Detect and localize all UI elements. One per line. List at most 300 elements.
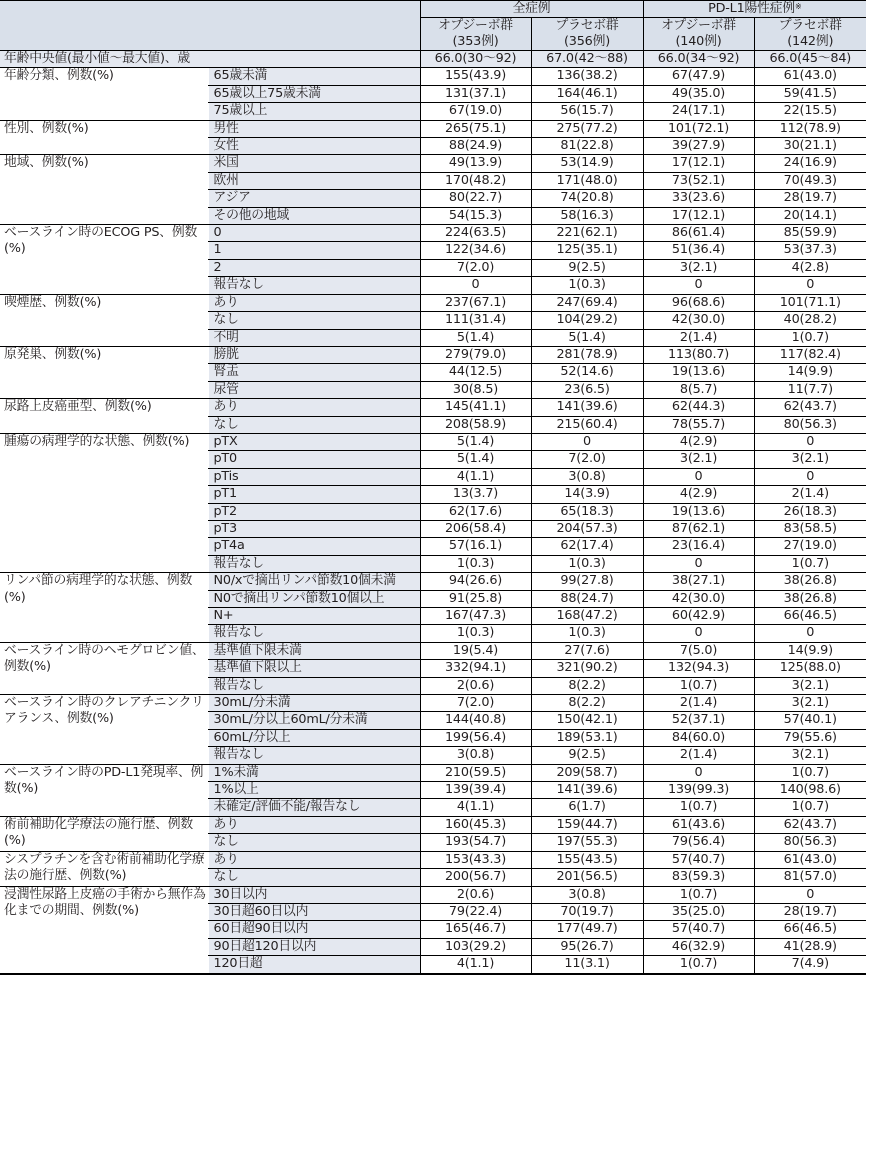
value-cell: 57(40.1) [754,712,866,729]
value-cell: 39(27.9) [643,138,754,155]
value-cell: 332(94.1) [420,660,531,677]
value-cell: 70(19.7) [531,903,643,920]
table-row [0,886,866,903]
value-cell: 171(48.0) [531,172,643,189]
value-cell: 0 [754,468,866,485]
value-cell: 35(25.0) [643,903,754,920]
table-row [0,68,866,85]
value-cell: 159(44.7) [531,816,643,833]
value-cell: 0 [531,433,643,450]
value-cell: 0 [754,625,866,642]
value-cell: 59(41.5) [754,85,866,102]
value-cell: 170(48.2) [420,172,531,189]
value-cell: 88(24.9) [420,138,531,155]
value-cell: 28(19.7) [754,190,866,207]
subcategory-label: 女性 [208,138,420,155]
value-cell: 113(80.7) [643,346,754,363]
value-cell: 7(5.0) [643,642,754,659]
value-cell: 0 [643,764,754,781]
value-cell: 101(72.1) [643,120,754,137]
value-cell: 104(29.2) [531,312,643,329]
value-cell: 88(24.7) [531,590,643,607]
table-row [0,695,866,712]
section-label: ベースライン時のPD-L1発現率、例数(%) [0,764,208,816]
value-cell: 81(22.8) [531,138,643,155]
value-cell: 103(29.2) [420,938,531,955]
section-label: ベースライン時のクレアチニンクリアランス、例数(%) [0,695,208,765]
value-cell: 0 [754,433,866,450]
table-row [0,225,866,242]
table-row [0,816,866,833]
subcategory-label: 60日超90日以内 [208,921,420,938]
value-cell: 2(1.4) [643,747,754,764]
value-cell: 122(34.6) [420,242,531,259]
value-cell: 49(35.0) [643,85,754,102]
value-cell: 153(43.3) [420,851,531,868]
value-cell: 3(2.1) [754,451,866,468]
subcategory-label: なし [208,834,420,851]
value-cell: 140(98.6) [754,782,866,799]
value-cell: 132(94.3) [643,660,754,677]
value-cell: 51(36.4) [643,242,754,259]
footnote-mark: ※ [794,2,802,11]
value-cell: 65(18.3) [531,503,643,520]
value-cell: 2(0.6) [420,886,531,903]
subcategory-label: N0/xで摘出リンパ節数10個未満 [208,573,420,590]
value-cell: 0 [754,886,866,903]
value-cell: 4(2.9) [643,486,754,503]
value-cell: 7(2.0) [531,451,643,468]
subcategory-label: 2 [208,259,420,276]
value-cell: 28(19.7) [754,903,866,920]
subcategory-label: その他の地域 [208,207,420,224]
subcategory-label: 65歳未満 [208,68,420,85]
value-cell: 30(21.1) [754,138,866,155]
value-cell: 3(2.1) [754,695,866,712]
value-cell: 7(4.9) [754,956,866,974]
value-cell: 62(43.7) [754,816,866,833]
value-cell: 49(13.9) [420,155,531,172]
value-cell: 61(43.6) [643,816,754,833]
subcategory-label: 未確定/評価不能/報告なし [208,799,420,816]
value-cell: 85(59.9) [754,225,866,242]
section-label: 術前補助化学療法の施行歴、例数(%) [0,816,208,851]
value-cell: 44(12.5) [420,364,531,381]
value-cell: 62(17.6) [420,503,531,520]
group-header-pdl1-label: PD-L1陽性症例 [708,1,795,16]
subcategory-label: 30mL/分以上60mL/分未満 [208,712,420,729]
subcategory-label: アジア [208,190,420,207]
value-cell: 131(37.1) [420,85,531,102]
value-cell: 53(14.9) [531,155,643,172]
subcategory-label: 75歳以上 [208,103,420,120]
subcategory-label: 0 [208,225,420,242]
table-header [0,1,866,51]
section-label: シスプラチンを含む術前補助化学療法の施行歴、例数(%) [0,851,208,886]
subcategory-label: 90日超120日以内 [208,938,420,955]
value-cell: 1(0.7) [643,799,754,816]
subcategory-label: 尿管 [208,381,420,398]
subcategory-label: pT1 [208,486,420,503]
section-label: リンパ節の病理学的な状態、例数(%) [0,573,208,643]
value-cell: 66(46.5) [754,608,866,625]
subcategory-label: あり [208,816,420,833]
value-cell: 5(1.4) [420,451,531,468]
value-cell: 52(37.1) [643,712,754,729]
value-cell: 87(62.1) [643,520,754,537]
value-cell: 111(31.4) [420,312,531,329]
subcategory-label: 報告なし [208,625,420,642]
value-cell: 27(19.0) [754,538,866,555]
value-cell: 38(26.8) [754,573,866,590]
group-header-pdl1 [643,1,866,18]
section-label: 尿路上皮癌亜型、例数(%) [0,399,208,434]
value-cell: 237(67.1) [420,294,531,311]
table-row [0,346,866,363]
subcategory-label: 膀胱 [208,346,420,363]
value-cell: 20(14.1) [754,207,866,224]
value-cell: 141(39.6) [531,782,643,799]
table-row [0,851,866,868]
value-cell: 79(56.4) [643,834,754,851]
value-cell: 6(1.7) [531,799,643,816]
arm-header [754,18,866,51]
value-cell: 42(30.0) [643,312,754,329]
arm-n: (353例) [452,34,499,49]
arm-header [531,18,643,51]
subcategory-label: なし [208,312,420,329]
value-cell: 215(60.4) [531,416,643,433]
value-cell: 58(16.3) [531,207,643,224]
value-cell: 9(2.5) [531,259,643,276]
value-cell: 62(43.7) [754,399,866,416]
value-cell: 0 [643,555,754,572]
value-cell: 11(3.1) [531,956,643,974]
value-cell: 38(26.8) [754,590,866,607]
value-cell: 2(1.4) [643,695,754,712]
arm-name: プラセボ群 [555,18,619,33]
section-label: 性別、例数(%) [0,120,208,155]
value-cell: 3(0.8) [531,886,643,903]
value-cell: 4(2.8) [754,259,866,276]
value-cell: 1(0.7) [754,799,866,816]
section-label: ベースライン時のヘモグロビン値、例数(%) [0,642,208,694]
subcategory-label: pTX [208,433,420,450]
value-cell: 177(49.7) [531,921,643,938]
arm-name: オプジーボ群 [438,18,513,33]
value-cell: 13(3.7) [420,486,531,503]
section-label: 年齢分類、例数(%) [0,68,208,120]
value-cell: 26(18.3) [754,503,866,520]
value-cell: 0 [643,468,754,485]
arm-header [643,18,754,51]
value-cell: 62(17.4) [531,538,643,555]
value-cell: 206(58.4) [420,520,531,537]
value-cell: 91(25.8) [420,590,531,607]
value-cell: 95(26.7) [531,938,643,955]
value-cell: 14(9.9) [754,642,866,659]
value-cell: 281(78.9) [531,346,643,363]
value-cell: 24(16.9) [754,155,866,172]
value-cell: 79(22.4) [420,903,531,920]
value-cell: 117(82.4) [754,346,866,363]
header-blank-cell [0,1,420,51]
value-cell: 1(0.7) [754,329,866,346]
value-cell: 1(0.3) [531,555,643,572]
value-cell: 52(14.6) [531,364,643,381]
value-cell: 79(55.6) [754,729,866,746]
section-label: 地域、例数(%) [0,155,208,225]
value-cell: 1(0.3) [420,555,531,572]
value-cell: 94(26.6) [420,573,531,590]
value-cell: 62(44.3) [643,399,754,416]
value-cell: 80(56.3) [754,834,866,851]
subcategory-label: 60mL/分以上 [208,729,420,746]
value-cell: 197(55.3) [531,834,643,851]
table-body [0,51,866,974]
value-cell: 201(56.5) [531,869,643,886]
value-cell: 24(17.1) [643,103,754,120]
value-cell: 150(42.1) [531,712,643,729]
subcategory-label: 腎盂 [208,364,420,381]
subcategory-label: 30日超60日以内 [208,903,420,920]
value-cell: 40(28.2) [754,312,866,329]
value-cell: 67(19.0) [420,103,531,120]
value-cell: 2(1.4) [754,486,866,503]
value-cell: 0 [754,277,866,294]
value-cell: 99(27.8) [531,573,643,590]
value-cell: 83(59.3) [643,869,754,886]
subcategory-label: pT0 [208,451,420,468]
value-cell: 3(2.1) [643,451,754,468]
value-cell: 46(32.9) [643,938,754,955]
subcategory-label: なし [208,416,420,433]
value-cell: 224(63.5) [420,225,531,242]
table-row [0,155,866,172]
value-cell: 80(56.3) [754,416,866,433]
subcategory-label: 報告なし [208,277,420,294]
value-cell: 38(27.1) [643,573,754,590]
value-cell: 60(42.9) [643,608,754,625]
value-cell: 23(6.5) [531,381,643,398]
value-cell: 8(2.2) [531,677,643,694]
subcategory-label: なし [208,869,420,886]
value-cell: 1(0.7) [754,764,866,781]
value-cell: 125(35.1) [531,242,643,259]
section-label: 浸潤性尿路上皮癌の手術から無作為化までの期間、例数(%) [0,886,208,974]
value-cell: 61(43.0) [754,851,866,868]
value-cell: 53(37.3) [754,242,866,259]
value-cell: 33(23.6) [643,190,754,207]
value-cell: 0 [420,277,531,294]
value-cell: 247(69.4) [531,294,643,311]
subcategory-label: 報告なし [208,677,420,694]
value-cell: 27(7.6) [531,642,643,659]
value-cell: 66.0(34～92) [643,51,754,68]
value-cell: 112(78.9) [754,120,866,137]
value-cell: 41(28.9) [754,938,866,955]
value-cell: 17(12.1) [643,207,754,224]
value-cell: 56(15.7) [531,103,643,120]
subcategory-label: pT2 [208,503,420,520]
value-cell: 0 [643,625,754,642]
subcategory-label: あり [208,294,420,311]
arm-name: プラセボ群 [778,18,842,33]
subcategory-label: あり [208,399,420,416]
value-cell: 96(68.6) [643,294,754,311]
value-cell: 74(20.8) [531,190,643,207]
arm-header [420,18,531,51]
value-cell: 61(43.0) [754,68,866,85]
value-cell: 84(60.0) [643,729,754,746]
value-cell: 265(75.1) [420,120,531,137]
value-cell: 57(40.7) [643,851,754,868]
value-cell: 1(0.7) [643,677,754,694]
value-cell: 1(0.3) [531,277,643,294]
subcategory-label: 30日以内 [208,886,420,903]
value-cell: 4(1.1) [420,956,531,974]
value-cell: 5(1.4) [420,329,531,346]
value-cell: 23(16.4) [643,538,754,555]
value-cell: 168(47.2) [531,608,643,625]
subcategory-label: 120日超 [208,956,420,974]
value-cell: 54(15.3) [420,207,531,224]
value-cell: 204(57.3) [531,520,643,537]
value-cell: 221(62.1) [531,225,643,242]
value-cell: 155(43.5) [531,851,643,868]
value-cell: 42(30.0) [643,590,754,607]
value-cell: 4(2.9) [643,433,754,450]
value-cell: 141(39.6) [531,399,643,416]
value-cell: 155(43.9) [420,68,531,85]
value-cell: 67(47.9) [643,68,754,85]
value-cell: 3(2.1) [754,747,866,764]
value-cell: 199(56.4) [420,729,531,746]
table-row [0,120,866,137]
table-row [0,433,866,450]
value-cell: 9(2.5) [531,747,643,764]
subcategory-label: あり [208,851,420,868]
age-median-row [0,51,866,68]
arm-n: (140例) [675,34,722,49]
value-cell: 200(56.7) [420,869,531,886]
value-cell: 3(0.8) [531,468,643,485]
value-cell: 30(8.5) [420,381,531,398]
value-cell: 189(53.1) [531,729,643,746]
arm-n: (142例) [787,34,834,49]
subcategory-label: 男性 [208,120,420,137]
value-cell: 3(0.8) [420,747,531,764]
table-row [0,764,866,781]
value-cell: 160(45.3) [420,816,531,833]
section-label: ベースライン時のECOG PS、例数(%) [0,225,208,295]
subcategory-label: N0で摘出リンパ節数10個以上 [208,590,420,607]
section-label: 喫煙歴、例数(%) [0,294,208,346]
value-cell: 209(58.7) [531,764,643,781]
value-cell: 4(1.1) [420,799,531,816]
age-median-label: 年齢中央値(最小値～最大値)、歳 [0,51,420,68]
value-cell: 70(49.3) [754,172,866,189]
value-cell: 8(2.2) [531,695,643,712]
value-cell: 321(90.2) [531,660,643,677]
subcategory-label: 欧州 [208,172,420,189]
value-cell: 3(2.1) [643,259,754,276]
value-cell: 19(13.6) [643,364,754,381]
value-cell: 14(3.9) [531,486,643,503]
subcategory-label: 基準値下限以上 [208,660,420,677]
value-cell: 17(12.1) [643,155,754,172]
value-cell: 1(0.7) [643,886,754,903]
subcategory-label: 1%未満 [208,764,420,781]
subcategory-label: 不明 [208,329,420,346]
value-cell: 81(57.0) [754,869,866,886]
value-cell: 1(0.7) [754,555,866,572]
value-cell: 19(13.6) [643,503,754,520]
subcategory-label: 基準値下限未満 [208,642,420,659]
value-cell: 193(54.7) [420,834,531,851]
value-cell: 210(59.5) [420,764,531,781]
value-cell: 101(71.1) [754,294,866,311]
arm-n: (356例) [564,34,611,49]
value-cell: 144(40.8) [420,712,531,729]
subcategory-label: pTis [208,468,420,485]
section-label: 原発巣、例数(%) [0,346,208,398]
subcategory-label: 報告なし [208,555,420,572]
subcategory-label: 30mL/分未満 [208,695,420,712]
value-cell: 2(1.4) [643,329,754,346]
value-cell: 167(47.3) [420,608,531,625]
value-cell: 11(7.7) [754,381,866,398]
value-cell: 136(38.2) [531,68,643,85]
value-cell: 57(16.1) [420,538,531,555]
subcategory-label: 報告なし [208,747,420,764]
table-row [0,642,866,659]
value-cell: 164(46.1) [531,85,643,102]
value-cell: 165(46.7) [420,921,531,938]
value-cell: 83(58.5) [754,520,866,537]
value-cell: 139(99.3) [643,782,754,799]
group-header-all: 全症例 [420,1,643,18]
subcategory-label: N+ [208,608,420,625]
value-cell: 14(9.9) [754,364,866,381]
arm-name: オプジーボ群 [661,18,736,33]
subcategory-label: pT4a [208,538,420,555]
value-cell: 7(2.0) [420,259,531,276]
value-cell: 208(58.9) [420,416,531,433]
value-cell: 5(1.4) [420,433,531,450]
value-cell: 19(5.4) [420,642,531,659]
value-cell: 5(1.4) [531,329,643,346]
value-cell: 145(41.1) [420,399,531,416]
value-cell: 57(40.7) [643,921,754,938]
subcategory-label: 米国 [208,155,420,172]
value-cell: 275(77.2) [531,120,643,137]
value-cell: 7(2.0) [420,695,531,712]
subcategory-label: 1%以上 [208,782,420,799]
value-cell: 78(55.7) [643,416,754,433]
value-cell: 1(0.7) [643,956,754,974]
value-cell: 66(46.5) [754,921,866,938]
value-cell: 1(0.3) [531,625,643,642]
table-row [0,399,866,416]
table-row [0,573,866,590]
section-label: 腫瘍の病理学的な状態、例数(%) [0,433,208,572]
value-cell: 86(61.4) [643,225,754,242]
value-cell: 125(88.0) [754,660,866,677]
value-cell: 66.0(30～92) [420,51,531,68]
value-cell: 2(0.6) [420,677,531,694]
value-cell: 80(22.7) [420,190,531,207]
